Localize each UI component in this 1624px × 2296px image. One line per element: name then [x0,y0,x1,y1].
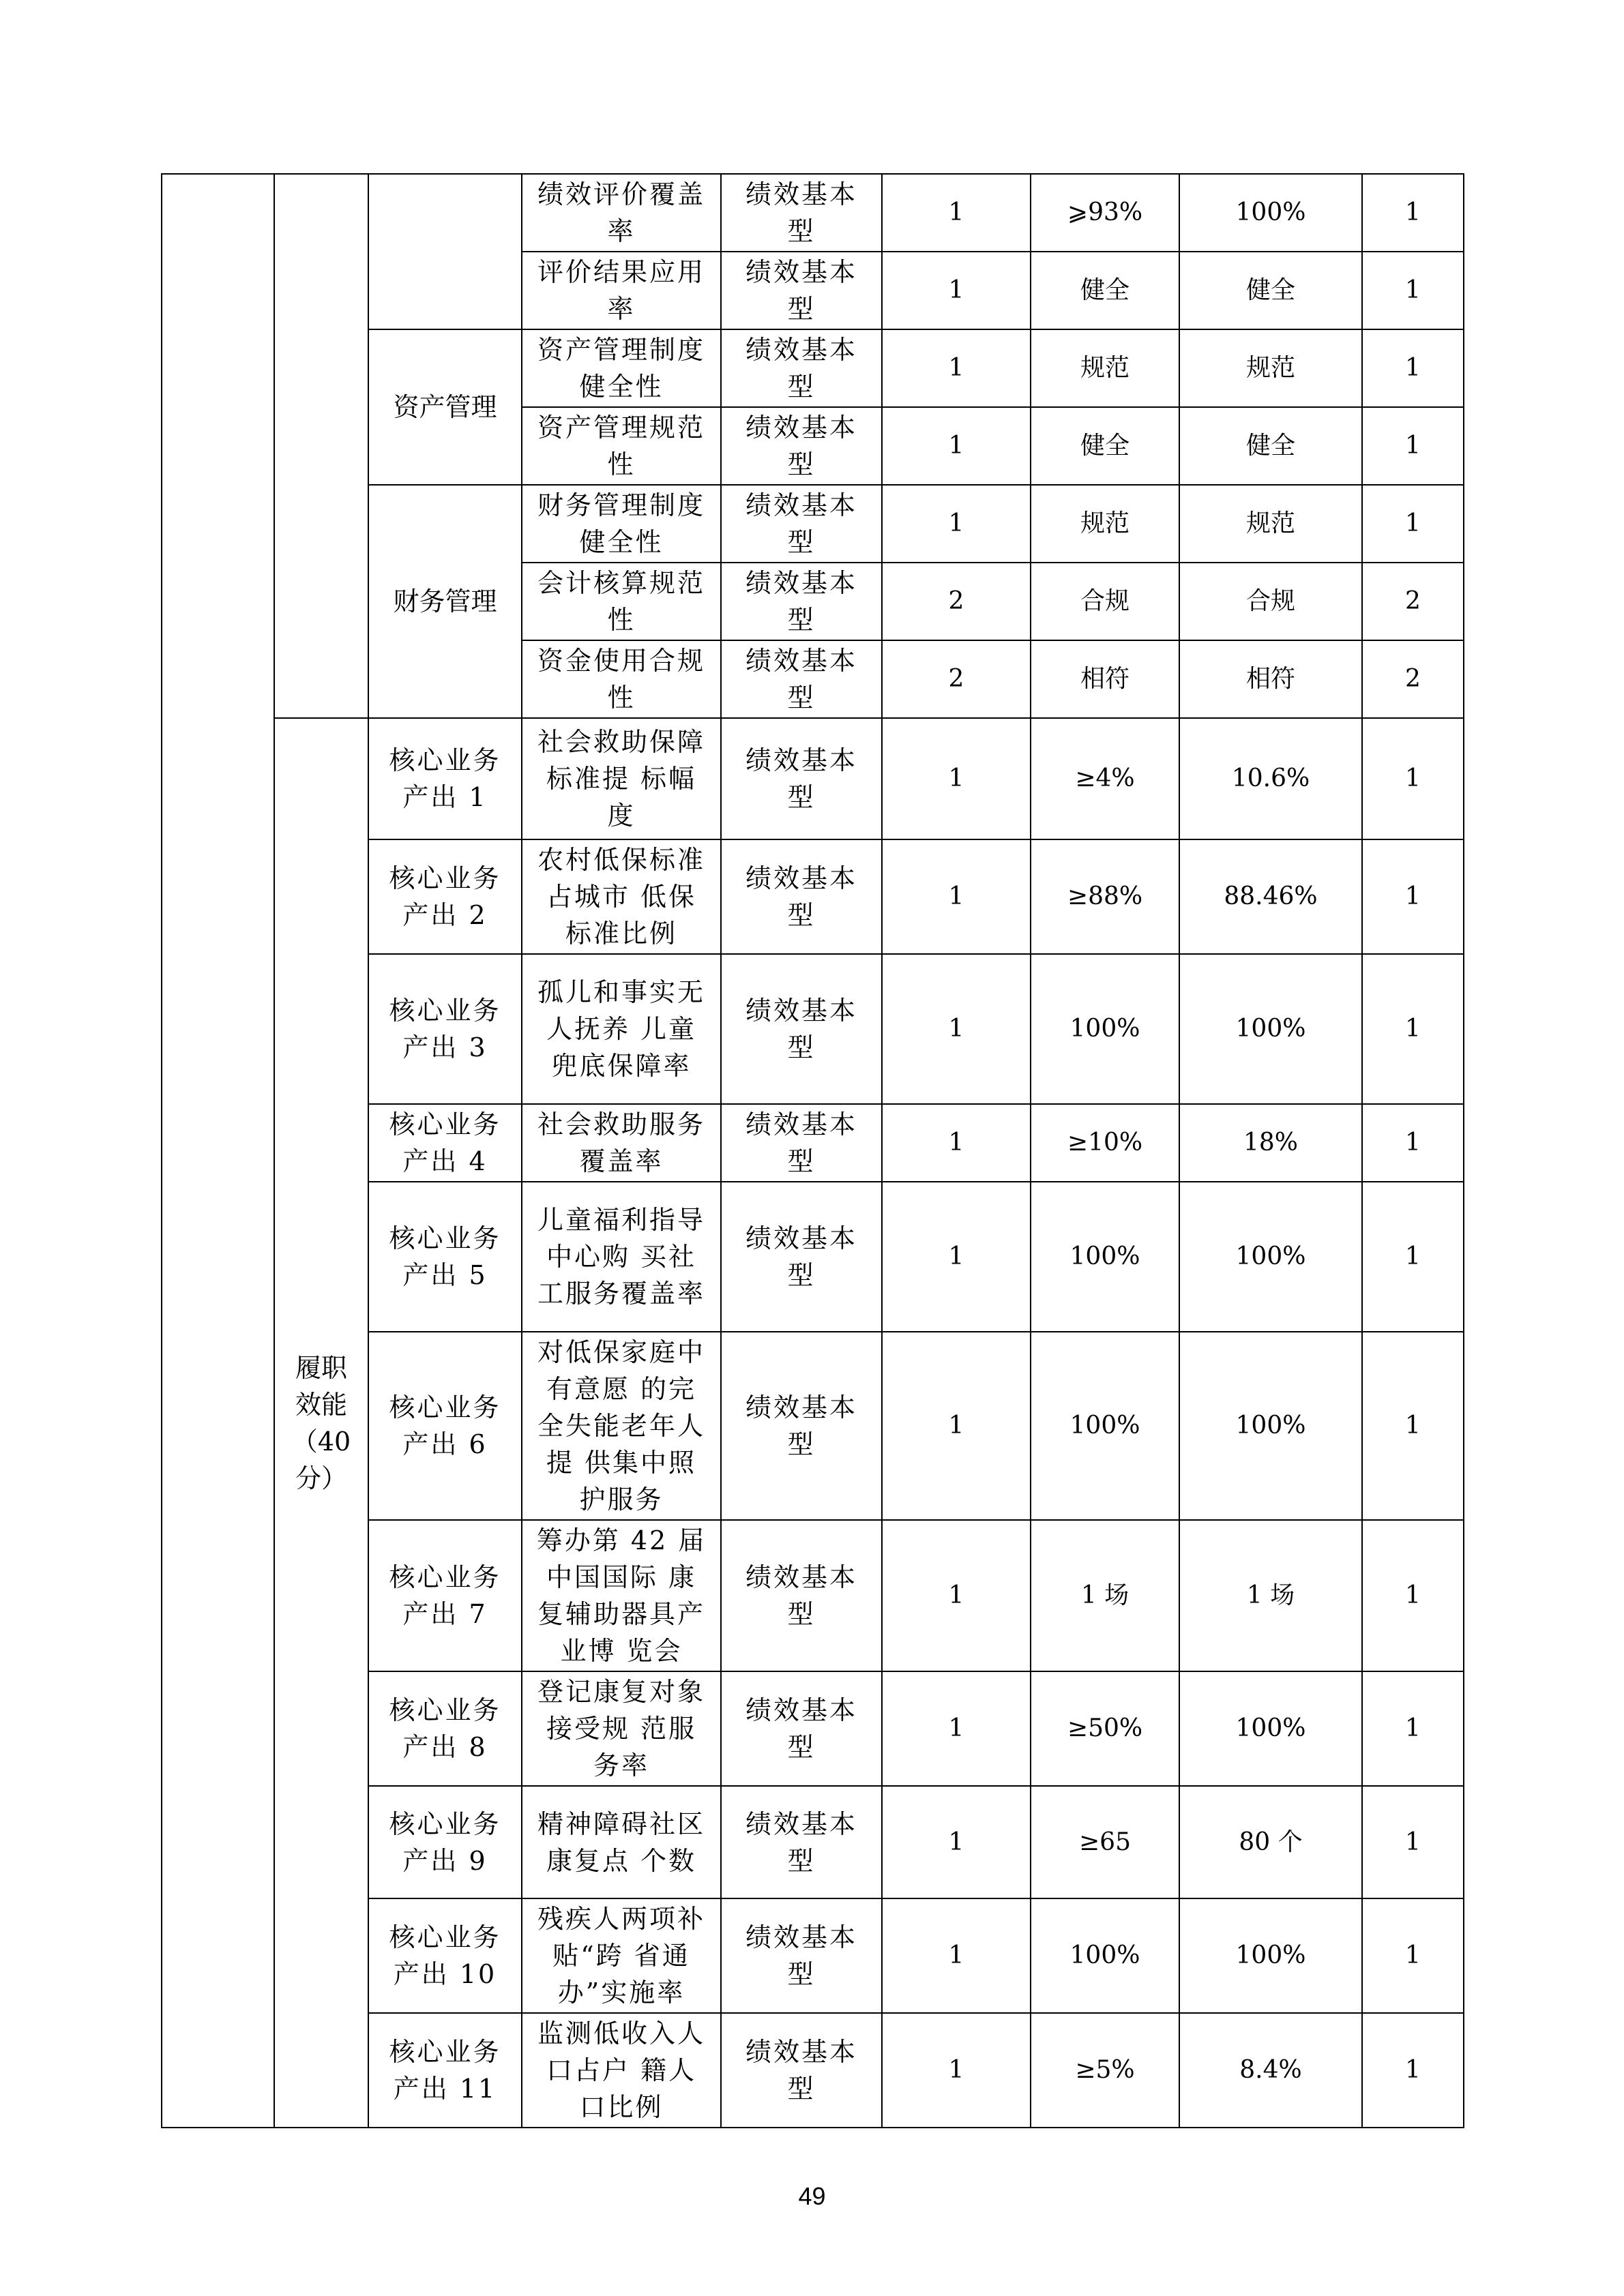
indicator-type: 绩效基本型 [721,718,882,839]
actual-cell: 8.4% [1179,2013,1362,2128]
score-cell: 1 [1362,174,1464,252]
indicator-type: 绩效基本型 [721,954,882,1104]
indicator-type: 绩效基本型 [721,1104,882,1182]
indicator-type: 绩效基本型 [721,563,882,640]
score-cell: 1 [1362,1671,1464,1786]
target-cell: ≥5% [1031,2013,1179,2128]
actual-cell: 健全 [1179,407,1362,485]
indicator-name: 资产管理制度健全性 [522,329,721,407]
indicator-type: 绩效基本型 [721,485,882,563]
level3-cell: 核心业务产出 8 [368,1671,522,1786]
score-cell: 1 [1362,407,1464,485]
level3-cell: 核心业务产出 1 [368,718,522,839]
weight-cell: 2 [882,640,1031,718]
indicator-name: 登记康复对象接受规 范服务率 [522,1671,721,1786]
score-cell: 1 [1362,329,1464,407]
level1-cell [162,174,274,2128]
weight-cell: 1 [882,1671,1031,1786]
table-row [162,174,1464,252]
weight-cell: 1 [882,1332,1031,1520]
actual-cell: 100% [1179,1671,1362,1786]
indicator-name: 监测低收入人口占户 籍人口比例 [522,2013,721,2128]
score-cell: 2 [1362,563,1464,640]
actual-cell: 10.6% [1179,718,1362,839]
actual-cell: 100% [1179,174,1362,252]
target-cell: 规范 [1031,329,1179,407]
actual-cell: 88.46% [1179,839,1362,954]
target-cell: ≥88% [1031,839,1179,954]
weight-cell: 1 [882,954,1031,1104]
indicator-type: 绩效基本型 [721,1182,882,1332]
level2-cell: 履职效能（40分） [274,718,368,2128]
target-cell: ⩾93% [1031,174,1179,252]
target-cell: 100% [1031,1898,1179,2013]
indicator-name: 财务管理制度健全性 [522,485,721,563]
score-cell: 1 [1362,1182,1464,1332]
weight-cell: 1 [882,1898,1031,2013]
target-cell: 100% [1031,1332,1179,1520]
score-cell: 1 [1362,954,1464,1104]
indicator-name: 残疾人两项补贴“跨 省通办”实施率 [522,1898,721,2013]
indicator-name: 孤儿和事实无人抚养 儿童兜底保障率 [522,954,721,1104]
indicator-type: 绩效基本型 [721,1332,882,1520]
weight-cell: 1 [882,329,1031,407]
actual-cell: 相符 [1179,640,1362,718]
actual-cell: 规范 [1179,329,1362,407]
indicator-name: 社会救助服务覆盖率 [522,1104,721,1182]
indicator-name: 社会救助保障标准提 标幅度 [522,718,721,839]
level3-cell [368,174,522,329]
level3-cell: 资产管理 [368,329,522,485]
indicator-name: 农村低保标准占城市 低保标准比例 [522,839,721,954]
actual-cell: 100% [1179,1332,1362,1520]
indicator-type: 绩效基本型 [721,252,882,329]
score-cell: 1 [1362,1332,1464,1520]
weight-cell: 1 [882,2013,1031,2128]
indicator-type: 绩效基本型 [721,407,882,485]
weight-cell: 1 [882,1182,1031,1332]
weight-cell: 1 [882,485,1031,563]
target-cell: ≥50% [1031,1671,1179,1786]
level3-cell: 核心业务产出 7 [368,1520,522,1671]
indicator-type: 绩效基本型 [721,1671,882,1786]
level3-cell: 核心业务产出 11 [368,2013,522,2128]
actual-cell: 合规 [1179,563,1362,640]
actual-cell: 100% [1179,1898,1362,2013]
target-cell: 合规 [1031,563,1179,640]
score-cell: 1 [1362,252,1464,329]
actual-cell: 18% [1179,1104,1362,1182]
indicator-type: 绩效基本型 [721,1520,882,1671]
score-cell: 1 [1362,1104,1464,1182]
level3-cell: 核心业务产出 6 [368,1332,522,1520]
indicator-name: 精神障碍社区康复点 个数 [522,1786,721,1898]
level3-cell: 核心业务产出 4 [368,1104,522,1182]
weight-cell: 1 [882,1104,1031,1182]
score-cell: 2 [1362,640,1464,718]
level3-cell: 核心业务产出 10 [368,1898,522,2013]
indicator-type: 绩效基本型 [721,2013,882,2128]
indicator-name: 评价结果应用率 [522,252,721,329]
weight-cell: 1 [882,718,1031,839]
indicator-name: 资产管理规范性 [522,407,721,485]
weight-cell: 2 [882,563,1031,640]
weight-cell: 1 [882,252,1031,329]
actual-cell: 规范 [1179,485,1362,563]
page-number: 49 [798,2182,826,2210]
target-cell: 100% [1031,1182,1179,1332]
indicator-table [161,173,1464,2128]
level3-cell: 核心业务产出 2 [368,839,522,954]
target-cell: 健全 [1031,252,1179,329]
level2-cell [274,174,368,718]
target-cell: ≥4% [1031,718,1179,839]
target-cell: 健全 [1031,407,1179,485]
weight-cell: 1 [882,174,1031,252]
target-cell: 1 场 [1031,1520,1179,1671]
indicator-name: 绩效评价覆盖率 [522,174,721,252]
actual-cell: 健全 [1179,252,1362,329]
indicator-name: 资金使用合规性 [522,640,721,718]
weight-cell: 1 [882,1520,1031,1671]
table-row [162,718,1464,839]
indicator-name: 对低保家庭中有意愿 的完全失能老年人提 供集中照护服务 [522,1332,721,1520]
actual-cell: 1 场 [1179,1520,1362,1671]
indicator-name: 筹办第 42 届中国国际 康复辅助器具产业博 览会 [522,1520,721,1671]
score-cell: 1 [1362,2013,1464,2128]
target-cell: 100% [1031,954,1179,1104]
indicator-type: 绩效基本型 [721,640,882,718]
weight-cell: 1 [882,1786,1031,1898]
level3-cell: 财务管理 [368,485,522,718]
indicator-type: 绩效基本型 [721,1786,882,1898]
actual-cell: 100% [1179,954,1362,1104]
score-cell: 1 [1362,839,1464,954]
indicator-type: 绩效基本型 [721,329,882,407]
indicator-type: 绩效基本型 [721,839,882,954]
weight-cell: 1 [882,839,1031,954]
actual-cell: 100% [1179,1182,1362,1332]
weight-cell: 1 [882,407,1031,485]
score-cell: 1 [1362,1786,1464,1898]
indicator-type: 绩效基本型 [721,1898,882,2013]
level3-cell: 核心业务产出 9 [368,1786,522,1898]
score-cell: 1 [1362,1520,1464,1671]
score-cell: 1 [1362,485,1464,563]
score-cell: 1 [1362,1898,1464,2013]
target-cell: ≥65 [1031,1786,1179,1898]
level3-cell: 核心业务产出 5 [368,1182,522,1332]
level3-cell: 核心业务产出 3 [368,954,522,1104]
actual-cell: 80 个 [1179,1786,1362,1898]
target-cell: ≥10% [1031,1104,1179,1182]
indicator-name: 会计核算规范性 [522,563,721,640]
indicator-type: 绩效基本型 [721,174,882,252]
score-cell: 1 [1362,718,1464,839]
target-cell: 规范 [1031,485,1179,563]
indicator-name: 儿童福利指导中心购 买社工服务覆盖率 [522,1182,721,1332]
target-cell: 相符 [1031,640,1179,718]
